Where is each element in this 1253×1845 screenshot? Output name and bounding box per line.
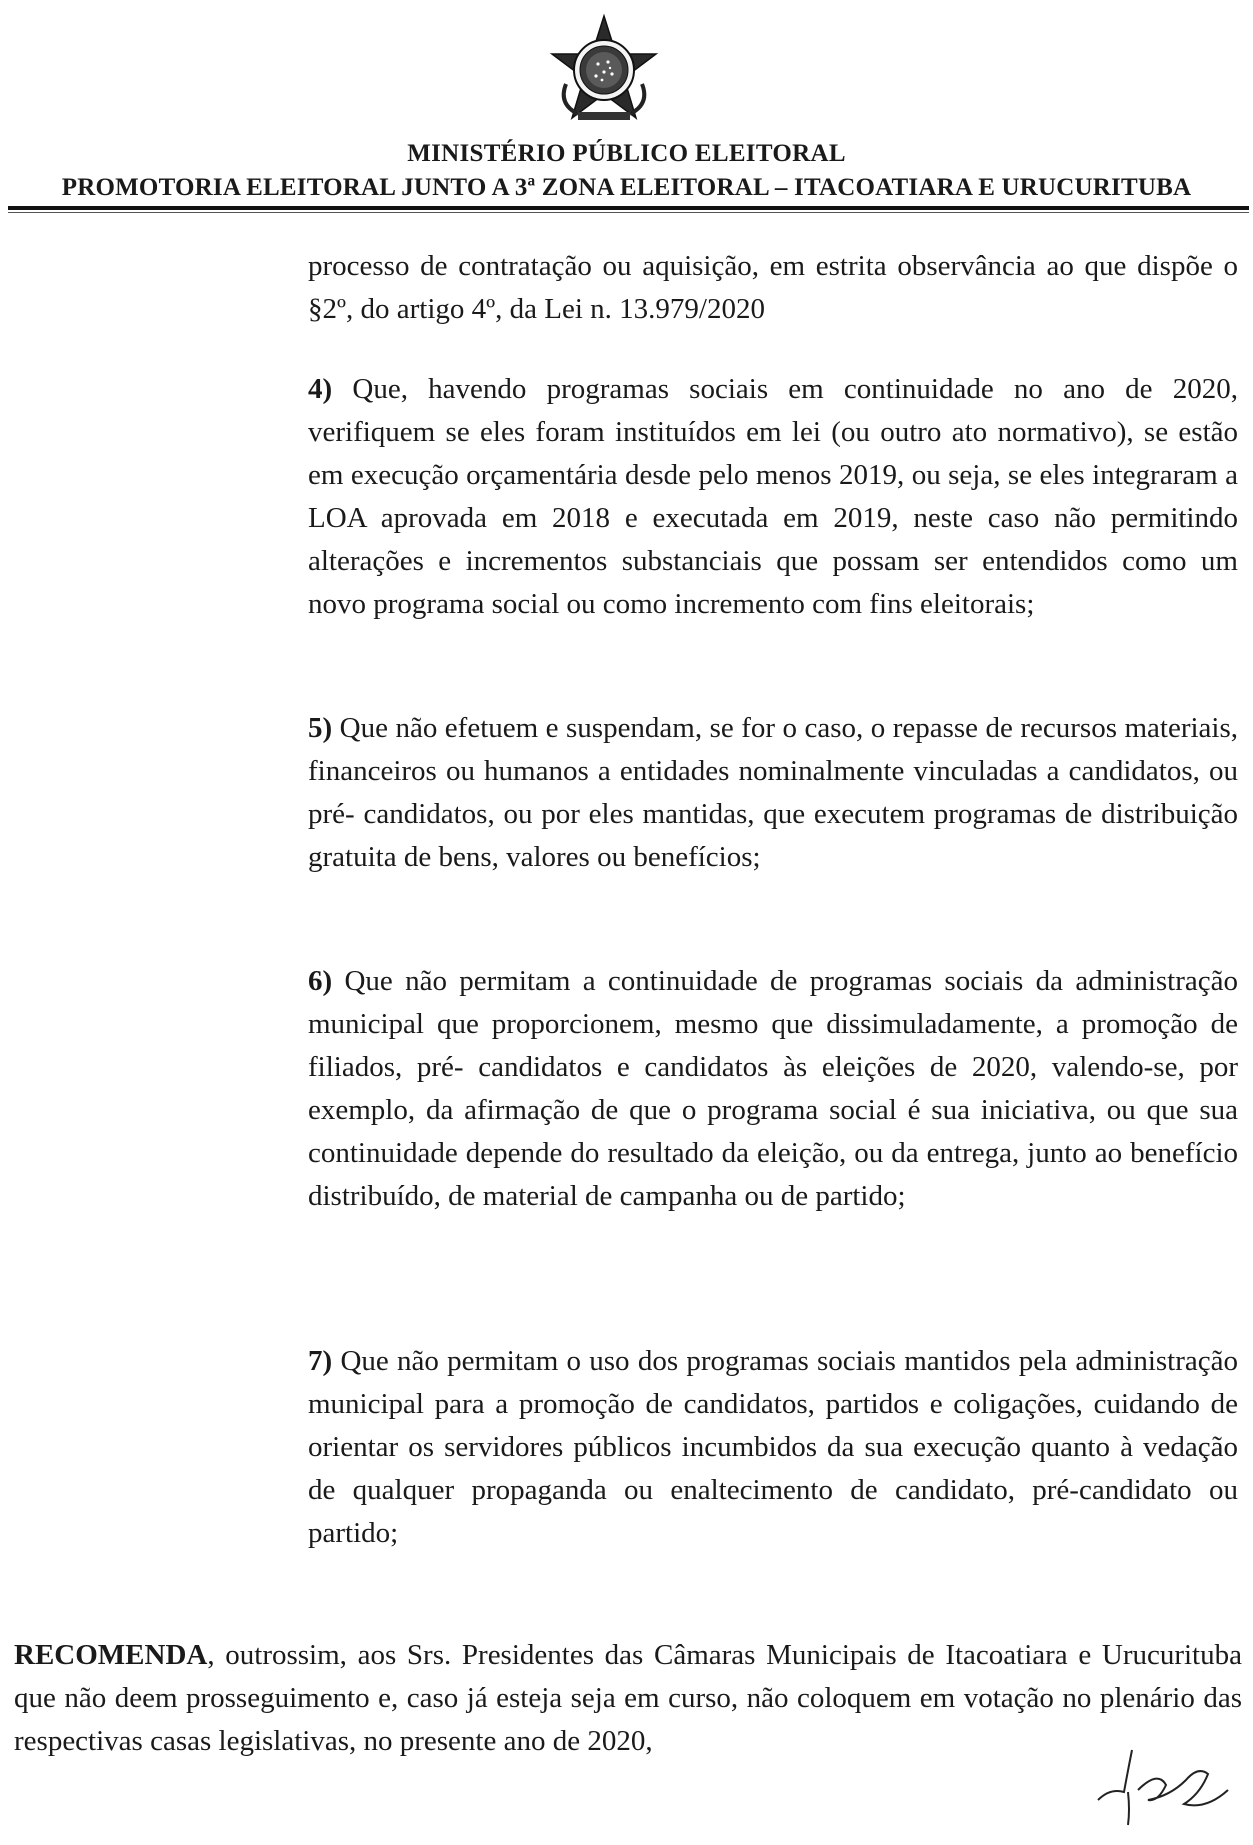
item-number: 7) xyxy=(308,1345,333,1377)
list-item xyxy=(308,1340,1238,1555)
item-number: 4) xyxy=(308,373,333,405)
office-title: PROMOTORIA ELEITORAL JUNTO A 3ª ZONA ELEITORAL – ITACOATIARA E URUCURITUBA xyxy=(61,174,1192,201)
item-text: Que não efetuem e suspendam, se for o caso, o repasse de recursos materiais, financeiros ou humanos a entidades nominalmente vinculadas a candidatos, ou pré- candidatos, ou por eles mantidas, que executem programas de distribuição gratuita de bens, valores ou benefícios; xyxy=(308,712,1239,873)
recomenda-text: , outrossim, aos Srs. Presidentes das Câmaras Municipais de Itacoatiara e Urucurituba que não deem prosseguimento e, caso já esteja seja em curso, não coloquem em votação no plenário das respectivas casas legislativas, no presente ano de 2020, xyxy=(14,1639,1242,1757)
item-number: 5) xyxy=(308,712,333,744)
list-item xyxy=(308,707,1238,879)
item-text: Que não permitam a continuidade de programas sociais da administração municipal que proporcionem, mesmo que dissimuladamente, a promoção de filiados, pré- candidatos e candidatos às eleições de 2020, valendo-se, por exemplo, da afirmação de que o programa social é sua iniciativa, ou que sua continuidade depende do resultado da eleição, ou da entrega, junto ao benefício distribuído, de material de campanha ou de partido; xyxy=(308,965,1238,1212)
ministry-title: MINISTÉRIO PÚBLICO ELEITORAL xyxy=(407,140,846,167)
header-divider xyxy=(8,206,1249,210)
brazil-coat-of-arms-icon xyxy=(548,14,660,126)
handwritten-signature-icon xyxy=(1088,1730,1238,1830)
continuation-paragraph xyxy=(308,245,1238,331)
item-text: Que, havendo programas sociais em continuidade no ano de 2020, verifiquem se eles foram instituídos em lei (ou outro ato normativo), se estão em execução orçamentária desde pelo menos 2019, ou seja, se eles integraram a LOA aprovada em 2018 e executada em 2019, neste caso não permitindo alterações e incrementos substanciais que possam ser entendidos como um novo programa social ou como incremento com fins eleitorais; xyxy=(308,373,1238,620)
list-item xyxy=(308,960,1238,1218)
item-text: Que não permitam o uso dos programas sociais mantidos pela administração municipal para a promoção de candidatos, partidos e coligações, cuidando de orientar os servidores públicos incumbidos da sua execução quanto à vedação de qualquer propaganda ou enaltecimento de candidato, pré-candidato ou partido; xyxy=(308,1345,1238,1549)
item-number: 6) xyxy=(308,965,333,997)
continuation-text: processo de contratação ou aquisição, em estrita observância ao que dispõe o §2º, do artigo 4º, da Lei n. 13.979/2020 xyxy=(308,250,1238,325)
recomenda-paragraph xyxy=(14,1634,1242,1763)
header-divider-thin xyxy=(8,212,1249,213)
list-item xyxy=(308,368,1238,626)
recomenda-keyword: RECOMENDA xyxy=(14,1639,208,1671)
